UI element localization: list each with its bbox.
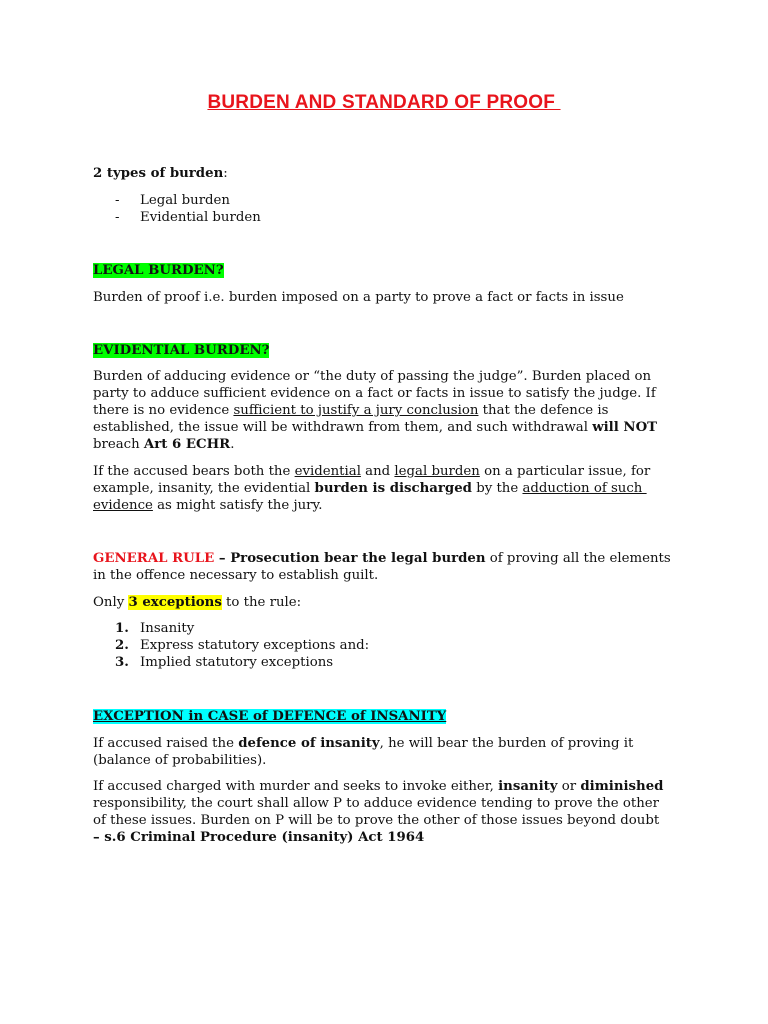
insanity-paragraph-1: [93, 735, 683, 769]
evidential-p2-line-3: [93, 497, 683, 514]
text-span: established, the issue will be withdrawn from them, and such withdrawal: [93, 420, 593, 435]
text-span: and: [360, 464, 395, 479]
insanity-p2-line-3: of these issues. Burden on P will be to prove the other of those issues beyond doubt: [93, 813, 660, 828]
list-item-text: Evidential burden: [140, 210, 261, 225]
underlined-text: evidential: [294, 464, 361, 479]
bold-text: defence of insanity: [238, 736, 380, 751]
list-number: 1.: [115, 621, 129, 636]
text-span: example, insanity, the evidential: [93, 481, 315, 496]
exceptions-list: [115, 620, 369, 671]
evidential-burden-heading: [93, 342, 683, 359]
underlined-text: adduction of such: [522, 481, 647, 496]
insanity-heading-text: EXCEPTION in CASE of DEFENCE of INSANITY: [93, 709, 447, 724]
list-number: 2.: [115, 638, 129, 653]
list-dash: -: [115, 193, 120, 208]
evidential-burden-heading-text: EVIDENTIAL BURDEN?: [93, 343, 270, 358]
exceptions-intro: [93, 594, 683, 611]
text-span: of proving all the elements: [485, 551, 671, 566]
legal-burden-heading-text: LEGAL BURDEN?: [93, 263, 224, 278]
list-dash: -: [115, 210, 120, 225]
text-span: by the: [471, 481, 523, 496]
types-list: [115, 192, 261, 226]
insanity-heading: [93, 708, 683, 725]
text-span: to the rule:: [221, 595, 302, 610]
types-heading-label: 2 types of burden: [93, 166, 224, 181]
evidential-p1-line-5: [93, 436, 683, 453]
text-span: –: [214, 551, 231, 566]
legal-burden-line: Burden of proof i.e. burden imposed on a party to prove a fact or facts in issue: [93, 290, 624, 305]
highlighted-text: 3 exceptions: [128, 595, 222, 610]
evidential-paragraph-1: [93, 368, 683, 453]
bold-text: diminished: [580, 779, 664, 794]
types-heading: [93, 165, 683, 182]
text-span: there is no evidence: [93, 403, 234, 418]
insanity-p2-line-1: [93, 778, 683, 795]
legal-burden-text: [93, 289, 683, 306]
list-item-text: Legal burden: [140, 193, 230, 208]
evidential-p2-line-2: [93, 480, 683, 497]
general-rule-line-2: in the offence necessary to establish guilt.: [93, 568, 379, 583]
insanity-paragraph-2: [93, 778, 683, 846]
text-span: Only: [93, 595, 129, 610]
insanity-p1-line-2: (balance of probabilities).: [93, 753, 267, 768]
text-span: or: [557, 779, 581, 794]
insanity-p2-line-2: responsibility, the court shall allow P to adduce evidence tending to prove the other: [93, 796, 660, 811]
bold-text: Art 6 ECHR: [143, 437, 231, 452]
text-span: If accused charged with murder and seeks to invoke either,: [93, 779, 499, 794]
underlined-text: sufficient to justify a jury conclusion: [233, 403, 479, 418]
exceptions-intro-line: [93, 594, 683, 611]
evidential-p1-line-1: Burden of adducing evidence or “the duty of passing the judge”. Burden placed on: [93, 369, 652, 384]
text-span: If accused raised the: [93, 736, 239, 751]
evidential-paragraph-2: [93, 463, 683, 514]
list-item-text: Express statutory exceptions and:: [140, 638, 370, 653]
text-span: that the defence is: [478, 403, 609, 418]
general-rule-paragraph: [93, 550, 683, 584]
bold-text: burden is discharged: [314, 481, 472, 496]
insanity-p1-line-1: [93, 735, 683, 752]
underlined-text: evidence: [93, 498, 153, 513]
list-item: [115, 654, 369, 671]
text-span: breach: [93, 437, 144, 452]
types-heading-suffix: :: [223, 166, 228, 181]
list-number: 3.: [115, 655, 129, 670]
text-span: .: [230, 437, 235, 452]
evidential-p1-line-4: [93, 419, 683, 436]
text-span: as might satisfy the jury.: [152, 498, 323, 513]
list-item-text: Insanity: [140, 621, 195, 636]
evidential-p1-line-3: [93, 402, 683, 419]
list-item: [115, 209, 261, 226]
text-span: on a particular issue, for: [479, 464, 651, 479]
bold-text: will NOT: [592, 420, 658, 435]
evidential-p1-line-2: party to adduce sufficient evidence on a fact or facts in issue to satisfy the judge. If: [93, 386, 656, 401]
general-rule-line-1: [93, 550, 683, 567]
underlined-text: legal burden: [394, 464, 480, 479]
list-item: [115, 637, 369, 654]
text-span: , he will bear the burden of proving it: [379, 736, 634, 751]
bold-text: insanity: [498, 779, 558, 794]
bold-text: Prosecution bear the legal burden: [230, 551, 486, 566]
list-item: [115, 620, 369, 637]
evidential-p2-line-1: [93, 463, 683, 480]
list-item: [115, 192, 261, 209]
list-item-text: Implied statutory exceptions: [140, 655, 334, 670]
legal-burden-heading: [93, 262, 683, 279]
page-title: BURDEN AND STANDARD OF PROOF: [207, 92, 561, 113]
insanity-p2-line-4: – s.6 Criminal Procedure (insanity) Act 1964: [93, 830, 425, 845]
general-rule-label: GENERAL RULE: [93, 551, 215, 566]
text-span: If the accused bears both the: [93, 464, 295, 479]
